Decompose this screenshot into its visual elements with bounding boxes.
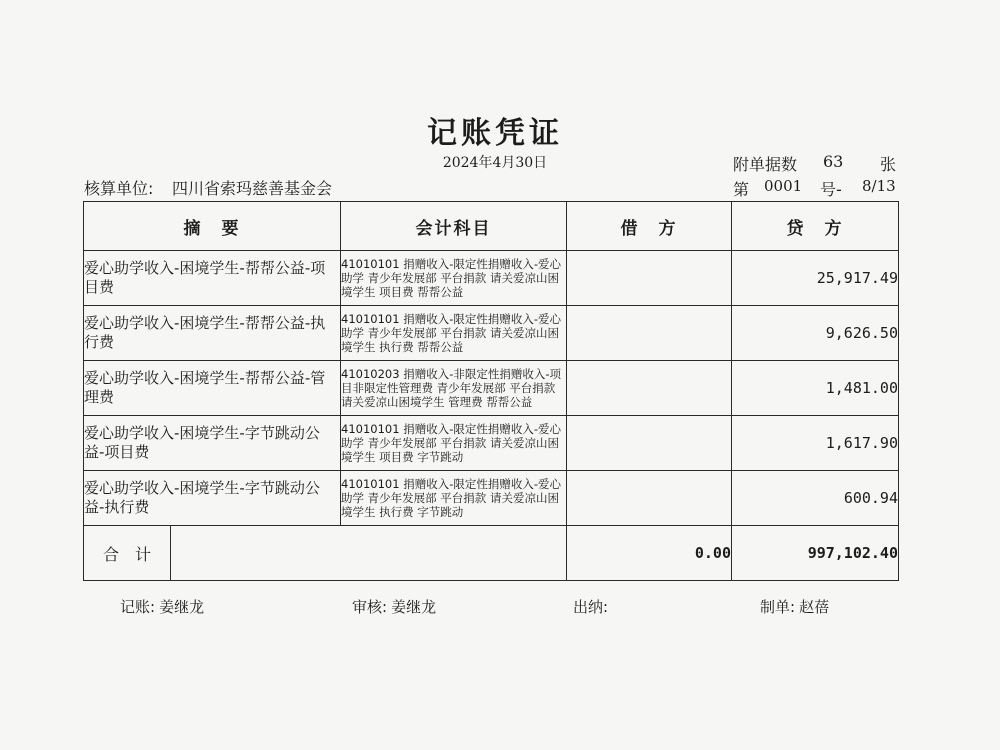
row-summary: 爱心助学收入-困境学生-字节跳动公益-执行费 (84, 471, 341, 526)
table-row (84, 361, 899, 416)
preparer-label: 制单: (760, 598, 796, 616)
row-debit (567, 306, 732, 361)
signature-preparer (760, 596, 829, 617)
voucher-title: 记账凭证 (427, 116, 563, 151)
row-credit: 25,917.49 (732, 251, 899, 306)
row-credit: 1,481.00 (732, 361, 899, 416)
voucher-date: 2024年4月30日 (442, 155, 548, 171)
auditor-name: 姜继龙 (391, 598, 437, 616)
preparer-name: 赵蓓 (799, 598, 830, 616)
header-account: 会计科目 (341, 202, 567, 251)
row-account: 41010101 捐赠收入-限定性捐赠收入-爱心助学 青少年发展部 平台捐款 请关爱凉山困境学生 项目费 帮帮公益 (341, 251, 567, 306)
row-debit (567, 471, 732, 526)
signature-bookkeeper (120, 596, 204, 617)
signature-cashier (573, 596, 612, 617)
table-row (84, 416, 899, 471)
row-credit: 9,626.50 (732, 306, 899, 361)
total-label: 合 计 (84, 526, 171, 580)
table-row (84, 471, 899, 526)
voucher-number-suffix: 号- (820, 180, 842, 199)
total-row (84, 526, 899, 581)
attachments-unit: 张 (880, 155, 897, 174)
row-credit: 600.94 (732, 471, 899, 526)
row-account: 41010101 捐赠收入-限定性捐赠收入-爱心助学 青少年发展部 平台捐款 请关爱凉山困境学生 执行费 帮帮公益 (341, 306, 567, 361)
header-summary: 摘 要 (84, 202, 341, 251)
row-account: 41010203 捐赠收入-非限定性捐赠收入-项目非限定性管理费 青少年发展部 平台捐款 请关爱凉山困境学生 管理费 帮帮公益 (341, 361, 567, 416)
total-label-cell (84, 526, 567, 581)
row-account: 41010101 捐赠收入-限定性捐赠收入-爱心助学 青少年发展部 平台捐款 请关爱凉山困境学生 项目费 字节跳动 (341, 416, 567, 471)
header-debit: 借 方 (567, 202, 732, 251)
auditor-label: 审核: (352, 598, 388, 616)
table-row (84, 251, 899, 306)
row-summary: 爱心助学收入-困境学生-帮帮公益-执行费 (84, 306, 341, 361)
accounting-unit-label: 核算单位: (84, 179, 154, 198)
bookkeeper-name: 姜继龙 (159, 598, 205, 616)
row-summary: 爱心助学收入-困境学生-帮帮公益-管理费 (84, 361, 341, 416)
total-credit: 997,102.40 (732, 526, 899, 581)
row-debit (567, 416, 732, 471)
row-summary: 爱心助学收入-困境学生-帮帮公益-项目费 (84, 251, 341, 306)
voucher-number: 0001 (764, 177, 803, 195)
row-summary: 爱心助学收入-困境学生-字节跳动公益-项目费 (84, 416, 341, 471)
table-row (84, 306, 899, 361)
total-blank (171, 526, 566, 580)
table-header-row (84, 202, 899, 251)
row-debit (567, 251, 732, 306)
attachments-label: 附单据数 (733, 155, 798, 174)
voucher-table (83, 201, 899, 581)
signature-auditor (352, 596, 436, 617)
row-credit: 1,617.90 (732, 416, 899, 471)
attachments-count: 63 (823, 152, 844, 171)
row-account: 41010101 捐赠收入-限定性捐赠收入-爱心助学 青少年发展部 平台捐款 请关爱凉山困境学生 执行费 字节跳动 (341, 471, 567, 526)
total-debit: 0.00 (567, 526, 732, 581)
accounting-unit-name: 四川省索玛慈善基金会 (172, 179, 333, 198)
voucher-page-number: 8/13 (862, 177, 896, 195)
row-debit (567, 361, 732, 416)
bookkeeper-label: 记账: (120, 598, 156, 616)
voucher-number-prefix: 第 (733, 180, 750, 199)
cashier-label: 出纳: (573, 598, 609, 616)
header-credit: 贷 方 (732, 202, 899, 251)
